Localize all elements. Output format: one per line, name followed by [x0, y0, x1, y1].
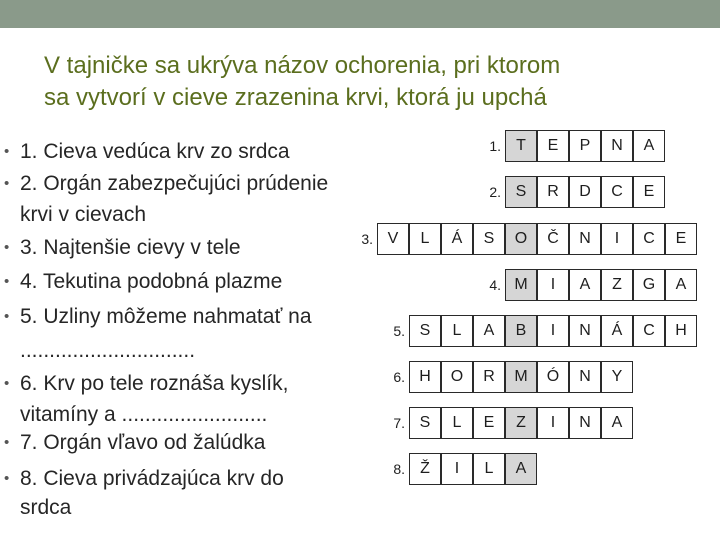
letter-cell: R [537, 176, 569, 208]
secret-letter-cell: T [505, 130, 537, 162]
letter-cell: L [441, 407, 473, 439]
secret-letter-cell: Z [505, 407, 537, 439]
letter-cell: Á [441, 223, 473, 255]
clue-6: • 6. Krv po tele roznáša kyslík, [20, 369, 288, 399]
row-number: 6. [393, 369, 405, 385]
letter-cell: A [601, 407, 633, 439]
clue-2: • 2. Orgán zabezpečujúci prúdenie [20, 169, 328, 199]
letter-cell: C [633, 223, 665, 255]
letter-cell: N [569, 223, 601, 255]
letter-cell: D [569, 176, 601, 208]
letter-cell: Y [601, 361, 633, 393]
letter-cell: L [473, 453, 505, 485]
letter-cell: H [665, 315, 697, 347]
clue-4: • 4. Tekutina podobná plazme [20, 267, 282, 297]
secret-letter-cell: A [505, 453, 537, 485]
letter-cell: E [473, 407, 505, 439]
letter-cell: I [537, 269, 569, 301]
letter-cell: R [473, 361, 505, 393]
letter-cell: S [409, 407, 441, 439]
letter-cell: A [633, 130, 665, 162]
letter-cell: I [537, 407, 569, 439]
clue-5: • 5. Uzliny môžeme nahmatať na [20, 302, 312, 332]
clue-7: • 7. Orgán vľavo od žalúdka [20, 428, 265, 458]
letter-cell: N [569, 407, 601, 439]
letter-cell: H [409, 361, 441, 393]
row-number: 1. [489, 138, 501, 154]
letter-cell: L [409, 223, 441, 255]
letter-cell: G [633, 269, 665, 301]
clue-5-cont: .............................. [20, 339, 196, 362]
letter-cell: I [441, 453, 473, 485]
title-line-1: V tajničke sa ukrýva názov ochorenia, pri ktorom [44, 52, 561, 79]
clue-2-cont: krvi v cievach [20, 203, 147, 226]
secret-letter-cell: O [505, 223, 537, 255]
secret-letter-cell: M [505, 269, 537, 301]
letter-cell: E [665, 223, 697, 255]
letter-cell: A [665, 269, 697, 301]
secret-letter-cell: S [505, 176, 537, 208]
letter-cell: L [441, 315, 473, 347]
row-number: 2. [489, 184, 501, 200]
letter-cell: N [569, 315, 601, 347]
letter-cell: E [537, 130, 569, 162]
title-line-2: sa vytvorí v cieve zrazenina krvi, ktorá ju upchá [44, 84, 547, 111]
letter-cell: C [633, 315, 665, 347]
secret-letter-cell: M [505, 361, 537, 393]
row-number: 5. [393, 323, 405, 339]
letter-cell: V [377, 223, 409, 255]
clue-1: • 1. Cieva vedúca krv zo srdca [20, 137, 290, 167]
clue-6-cont: vitamíny a ......................... [20, 403, 268, 426]
letter-cell: Č [537, 223, 569, 255]
letter-cell: I [601, 223, 633, 255]
letter-cell: Ó [537, 361, 569, 393]
letter-cell: A [569, 269, 601, 301]
letter-cell: N [569, 361, 601, 393]
clue-8-cont: srdca [20, 496, 72, 519]
row-number: 8. [393, 461, 405, 477]
letter-cell: E [633, 176, 665, 208]
letter-cell: O [441, 361, 473, 393]
row-number: 4. [489, 277, 501, 293]
letter-cell: I [537, 315, 569, 347]
letter-cell: C [601, 176, 633, 208]
clue-3: • 3. Najtenšie cievy v tele [20, 233, 241, 263]
letter-cell: P [569, 130, 601, 162]
secret-letter-cell: B [505, 315, 537, 347]
clue-8: • 8. Cieva privádzajúca krv do [20, 464, 284, 494]
letter-cell: Ž [409, 453, 441, 485]
letter-cell: S [473, 223, 505, 255]
row-number: 7. [393, 415, 405, 431]
letter-cell: N [601, 130, 633, 162]
row-number: 3. [361, 231, 373, 247]
letter-cell: S [409, 315, 441, 347]
letter-cell: Z [601, 269, 633, 301]
letter-cell: A [473, 315, 505, 347]
letter-cell: Á [601, 315, 633, 347]
